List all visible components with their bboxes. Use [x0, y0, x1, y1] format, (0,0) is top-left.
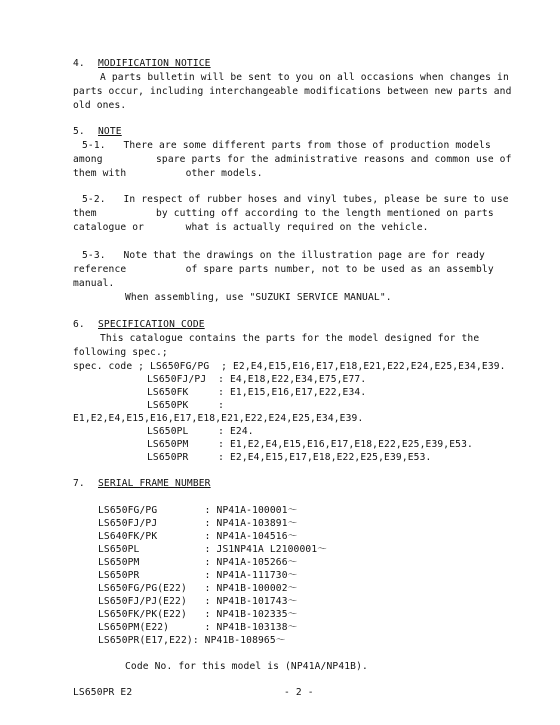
serial-row-4: LS650PL : JS1NP41A L2100001～ [98, 544, 328, 555]
note-5-3-line-2: reference of spare parts number, not to be used as an assembly [73, 264, 494, 275]
section-4-line-3: old ones. [73, 100, 127, 111]
spec-code-row-pk-values: E1,E2,E4,E15,E16,E17,E18,E21,E22,E24,E25,E34,E39. [73, 413, 364, 424]
section-4-number: 4. [73, 58, 85, 69]
serial-row-8: LS650FJ/PJ(E22) : NP41B-101743～ [98, 596, 298, 607]
section-5-heading: NOTE [98, 126, 122, 137]
note-5-3-line-4: When assembling, use "SUZUKI SERVICE MANUAL". [125, 292, 392, 303]
section-7-number: 7. [73, 478, 85, 489]
spec-code-row-pl: LS650PL : E24. [147, 426, 254, 437]
section-4-heading: MODIFICATION NOTICE [98, 58, 211, 69]
spec-code-row-fk: LS650FK : E1,E15,E16,E17,E22,E34. [147, 387, 367, 398]
spec-code-row-fg: spec. code ; LS650FG/PG ; E2,E4,E15,E16,E17,E18,E21,E22,E24,E25,E34,E39. [73, 361, 506, 372]
section-7-heading: SERIAL FRAME NUMBER [98, 478, 211, 489]
serial-row-6: LS650PR : NP41A-111730～ [98, 570, 298, 581]
serial-row-2: LS650FJ/PJ : NP41A-103891～ [98, 518, 298, 529]
spec-intro-line-1: This catalogue contains the parts for the model designed for the [100, 333, 480, 344]
note-5-1-line-1: 5-1. There are some different parts from those of production models [82, 140, 491, 151]
section-4-line-1: A parts bulletin will be sent to you on all occasions when changes in [100, 72, 509, 83]
section-5-number: 5. [73, 126, 85, 137]
footer-model-code: LS650PR E2 [73, 687, 133, 698]
serial-row-7: LS650FG/PG(E22) : NP41B-100002～ [98, 583, 298, 594]
page-number: - 2 - [284, 687, 314, 698]
serial-row-3: LS640FK/PK : NP41A-104516～ [98, 531, 298, 542]
spec-code-row-pk: LS650PK : [147, 400, 225, 411]
note-5-1-line-3: them with other models. [73, 168, 263, 179]
spec-code-row-fj: LS650FJ/PJ : E4,E18,E22,E34,E75,E77. [147, 374, 367, 385]
serial-row-5: LS650PM : NP41A-105266～ [98, 557, 298, 568]
section-4-line-2: parts occur, including interchangeable modifications between new parts and [73, 86, 512, 97]
note-5-3-line-3: manual. [73, 278, 115, 289]
section-6-heading: SPECIFICATION CODE [98, 319, 205, 330]
spec-code-row-pr: LS650PR : E2,E4,E15,E17,E18,E22,E25,E39,E53. [147, 452, 432, 463]
section-6-number: 6. [73, 319, 85, 330]
note-5-2-line-1: 5-2. In respect of rubber hoses and vinyl tubes, please be sure to use [82, 194, 509, 205]
code-number-note: Code No. for this model is (NP41A/NP41B). [125, 661, 368, 672]
note-5-1-line-2: among spare parts for the administrative reasons and common use of [73, 154, 512, 165]
serial-row-10: LS650PM(E22) : NP41B-103138～ [98, 622, 298, 633]
serial-row-11: LS650PR(E17,E22): NP41B-108965～ [98, 635, 286, 646]
note-5-2-line-3: catalogue or what is actually required on the vehicle. [73, 222, 429, 233]
spec-intro-line-2: following spec.; [73, 347, 168, 358]
serial-row-9: LS650FK/PK(E22) : NP41B-102335～ [98, 609, 298, 620]
note-5-3-line-1: 5-3. Note that the drawings on the illustration page are for ready [82, 250, 485, 261]
spec-code-row-pm: LS650PM : E1,E2,E4,E15,E16,E17,E18,E22,E25,E39,E53. [147, 439, 473, 450]
note-5-2-line-2: them by cutting off according to the length mentioned on parts [73, 208, 494, 219]
serial-row-1: LS650FG/PG : NP41A-100001～ [98, 505, 298, 516]
